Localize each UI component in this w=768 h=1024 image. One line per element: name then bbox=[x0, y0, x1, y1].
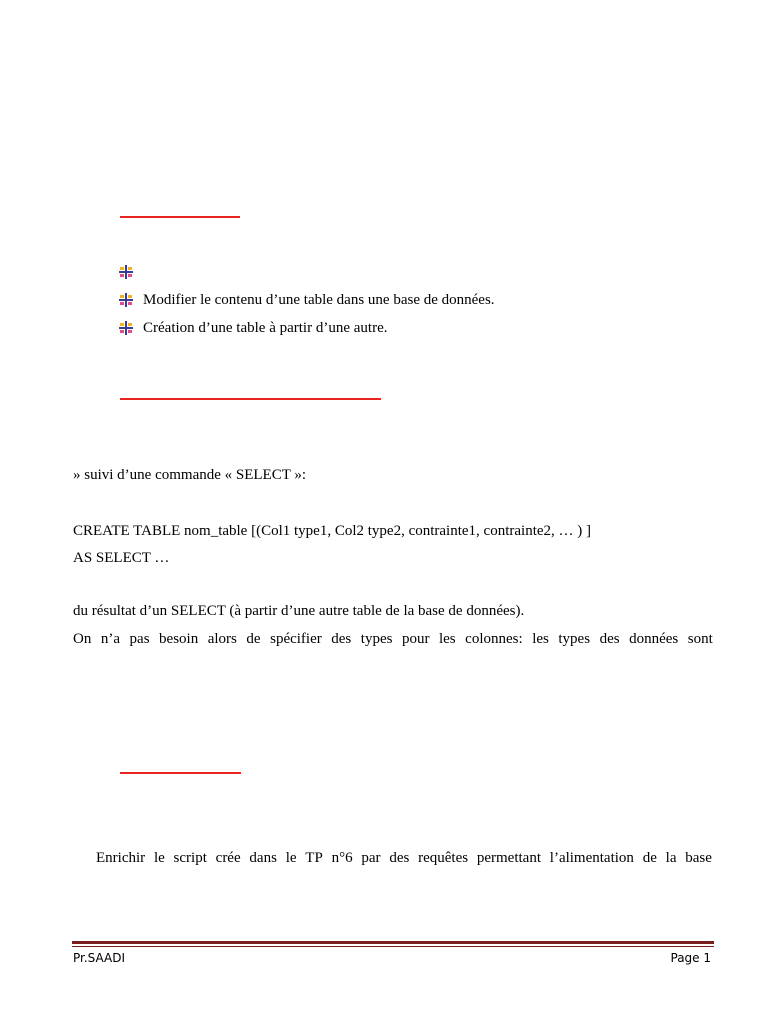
body-line-types-word: les bbox=[438, 631, 456, 647]
exercise-line-word: TP bbox=[305, 850, 323, 866]
section-heading-underline-objectives bbox=[120, 216, 240, 218]
body-line-select: » suivi d’une commande « SELECT »: bbox=[73, 467, 307, 483]
footer-rule-thin bbox=[72, 946, 714, 947]
exercise-line-word: le bbox=[285, 850, 297, 866]
body-line-types-word: pas bbox=[129, 631, 150, 647]
body-line-types-word: spécifier bbox=[270, 631, 322, 647]
body-line-types-word: alors bbox=[207, 631, 237, 647]
section-heading-underline-exercise bbox=[120, 772, 241, 774]
exercise-line-word: n°6 bbox=[331, 850, 353, 866]
exercise-line-word: des bbox=[389, 850, 410, 866]
code-line-create-table: CREATE TABLE nom_table [(Col1 type1, Col2 type2, contrainte1, contrainte2, … ) ] bbox=[73, 523, 592, 539]
exercise-line-word: par bbox=[361, 850, 381, 866]
body-line-types-word: de bbox=[246, 631, 261, 647]
exercise-line bbox=[96, 849, 712, 867]
exercise-line-word: requêtes bbox=[418, 850, 469, 866]
exercise-line-word: la bbox=[665, 850, 677, 866]
exercise-line-word: permettant bbox=[476, 850, 541, 866]
footer-rule-thick bbox=[72, 941, 714, 944]
body-line-types-word: besoin bbox=[159, 631, 199, 647]
body-line-types bbox=[73, 630, 713, 648]
body-line-types-word: colonnes: bbox=[465, 631, 523, 647]
body-line-types-word: des bbox=[599, 631, 620, 647]
body-line-types-word: pour bbox=[401, 631, 430, 647]
cross-arrow-bullet-icon bbox=[119, 293, 133, 307]
body-line-types-word: types bbox=[360, 631, 393, 647]
cross-arrow-bullet-icon bbox=[119, 265, 133, 279]
exercise-line-word: script bbox=[173, 850, 207, 866]
footer-author: Pr.SAADI bbox=[73, 951, 126, 965]
objective-item-3: Création d’une table à partir d’une autre. bbox=[143, 320, 388, 336]
exercise-line-word: le bbox=[153, 850, 165, 866]
code-line-as-select: AS SELECT … bbox=[73, 550, 170, 566]
body-line-types-word: sont bbox=[687, 631, 713, 647]
objective-item-2: Modifier le contenu d’une table dans une base de données. bbox=[143, 292, 495, 308]
exercise-line-word: crée bbox=[215, 850, 241, 866]
body-line-result: du résultat d’un SELECT (à partir d’une autre table de la base de données). bbox=[73, 603, 525, 619]
cross-arrow-bullet-icon bbox=[119, 321, 133, 335]
body-line-types-word: On bbox=[73, 631, 92, 647]
body-line-types-word: des bbox=[331, 631, 352, 647]
body-line-types-word: types bbox=[558, 631, 591, 647]
exercise-line-word: dans bbox=[249, 850, 277, 866]
footer-page-number: Page 1 bbox=[670, 951, 711, 965]
exercise-line-word: base bbox=[685, 850, 712, 866]
exercise-line-word: Enrichir bbox=[96, 850, 146, 866]
body-line-types-word: données bbox=[629, 631, 679, 647]
body-line-types-word: les bbox=[532, 631, 549, 647]
exercise-line-word: l’alimentation bbox=[549, 850, 634, 866]
body-line-types-word: n’a bbox=[100, 631, 121, 647]
section-heading-underline-course bbox=[120, 398, 381, 400]
exercise-line-word: de bbox=[642, 850, 657, 866]
